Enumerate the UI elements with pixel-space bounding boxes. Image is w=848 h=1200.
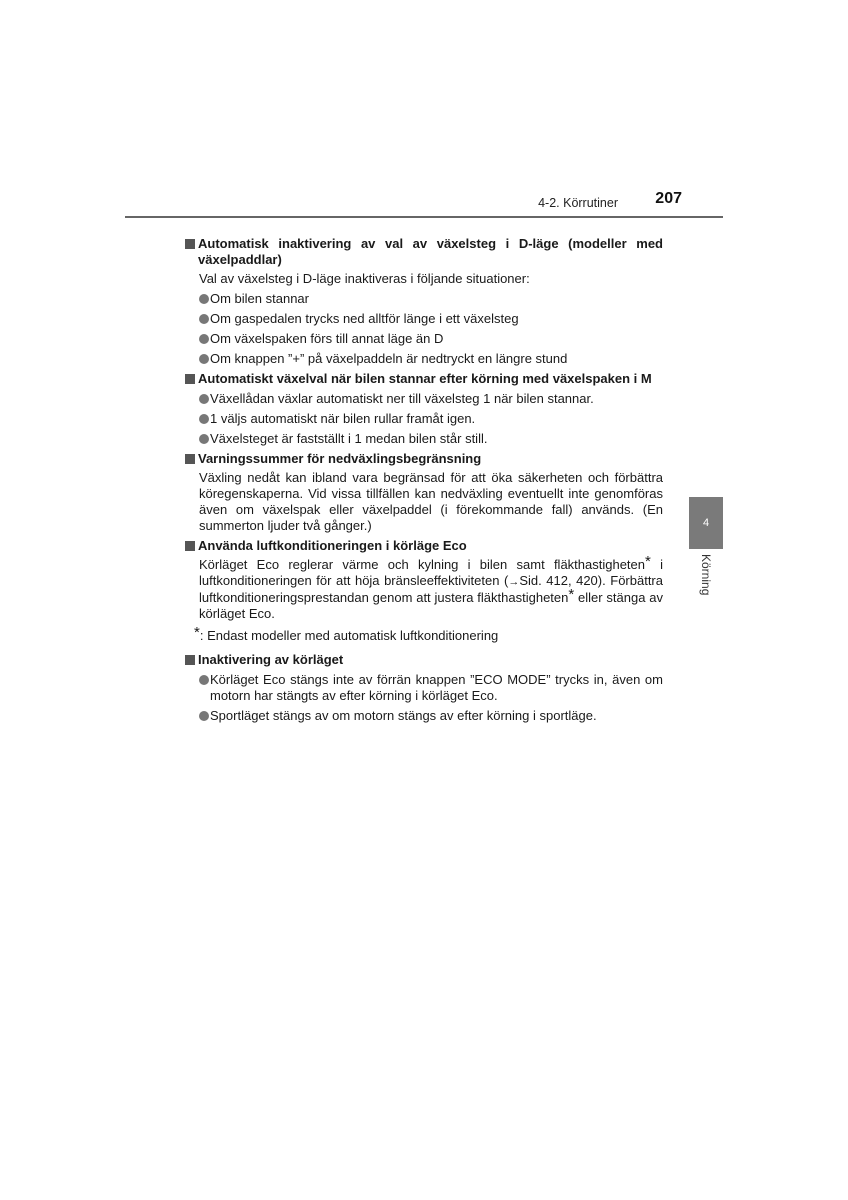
circle-bullet-icon	[199, 354, 209, 364]
text-run: i luftkonditioneringen för att höja bränsleeffektiviteten (	[199, 557, 663, 588]
list-item	[184, 411, 663, 427]
text-run: eller stänga av körläget Eco.	[199, 590, 663, 621]
square-bullet-icon	[185, 239, 195, 249]
list-item	[184, 431, 663, 447]
square-bullet-icon	[185, 374, 195, 384]
list-item-text: Växellådan växlar automatiskt ner till växelsteg 1 när bilen stannar.	[210, 391, 594, 406]
circle-bullet-icon	[199, 294, 209, 304]
circle-bullet-icon	[199, 314, 209, 324]
section-heading	[184, 652, 663, 668]
section-heading	[184, 236, 663, 268]
list-item	[184, 672, 663, 704]
list-item	[184, 331, 663, 347]
list-item-text: Växelsteget är fastställt i 1 medan bilen står still.	[210, 431, 488, 446]
list-item-text: Körläget Eco stängs inte av förrän knappen ”ECO MODE” trycks in, även om motorn har stängts av efter körning i körläget Eco.	[210, 672, 663, 703]
circle-bullet-icon	[199, 394, 209, 404]
list-item	[184, 708, 663, 724]
footnote	[184, 624, 663, 644]
list-item-text: Om växelspaken förs till annat läge än D	[210, 331, 444, 346]
list-item	[184, 391, 663, 407]
circle-bullet-icon	[199, 675, 209, 685]
section-heading	[184, 538, 663, 554]
section-heading	[184, 451, 663, 467]
list-item-text: Om knappen ”+” på växelpaddeln är nedtryckt en längre stund	[210, 351, 568, 366]
circle-bullet-icon	[199, 711, 209, 721]
heading-text: Inaktivering av körläget	[198, 652, 344, 667]
square-bullet-icon	[185, 454, 195, 464]
circle-bullet-icon	[199, 434, 209, 444]
square-bullet-icon	[185, 655, 195, 665]
paragraph: Val av växelsteg i D-läge inaktiveras i följande situationer:	[199, 271, 530, 286]
heading-text: Automatiskt växelval när bilen stannar efter körning med växelspaken i M	[198, 371, 652, 386]
paragraph	[184, 553, 663, 622]
header-divider	[125, 216, 723, 218]
asterisk-mark: *	[194, 624, 200, 641]
circle-bullet-icon	[199, 414, 209, 424]
asterisk-mark: *	[645, 553, 651, 570]
text-run: Sid. 412, 420). Förbättra luftkonditioneringsprestandan genom att justera fläkthastigheten	[199, 573, 663, 605]
section-header: 4-2. Körrutiner	[538, 196, 618, 210]
square-bullet-icon	[185, 541, 195, 551]
heading-text: Automatisk inaktivering av val av växelsteg i D-läge (modeller med växelpaddlar)	[198, 236, 663, 267]
list-item	[184, 351, 663, 367]
list-item-text: Sportläget stängs av om motorn stängs av efter körning i sportläge.	[210, 708, 597, 723]
list-item	[184, 311, 663, 327]
list-item-text: 1 väljs automatiskt när bilen rullar framåt igen.	[210, 411, 476, 426]
text-run: Körläget Eco reglerar värme och kylning i bilen samt fläkthastigheten	[199, 557, 646, 572]
arrow-icon: →	[508, 576, 520, 588]
chapter-number: 4	[702, 517, 710, 529]
list-item-text: Om gaspedalen trycks ned alltför länge i ett växelsteg	[210, 311, 519, 326]
asterisk-mark: *	[568, 586, 575, 603]
chapter-tab	[689, 497, 723, 549]
footnote-text: : Endast modeller med automatisk luftkonditionering	[199, 628, 499, 643]
paragraph: Växling nedåt kan ibland vara begränsad för att öka säkerheten och förbättra köregenskaperna. Vid vissa tillfällen kan nedväxling eventuellt inte genomföras även om växelspak eller växelpaddel (i förekommande fall) används. (En summerton ljuder två gånger.)	[199, 470, 663, 533]
page-number: 207	[655, 190, 682, 207]
chapter-label: Körning	[699, 554, 713, 596]
circle-bullet-icon	[199, 334, 209, 344]
list-item	[184, 291, 663, 307]
heading-text: Varningssummer för nedväxlingsbegränsning	[198, 451, 482, 466]
heading-text: Använda luftkonditioneringen i körläge Eco	[198, 538, 467, 553]
page-content	[184, 236, 663, 724]
section-heading	[184, 371, 663, 387]
list-item-text: Om bilen stannar	[210, 291, 309, 306]
chapter-label-container	[689, 554, 723, 604]
